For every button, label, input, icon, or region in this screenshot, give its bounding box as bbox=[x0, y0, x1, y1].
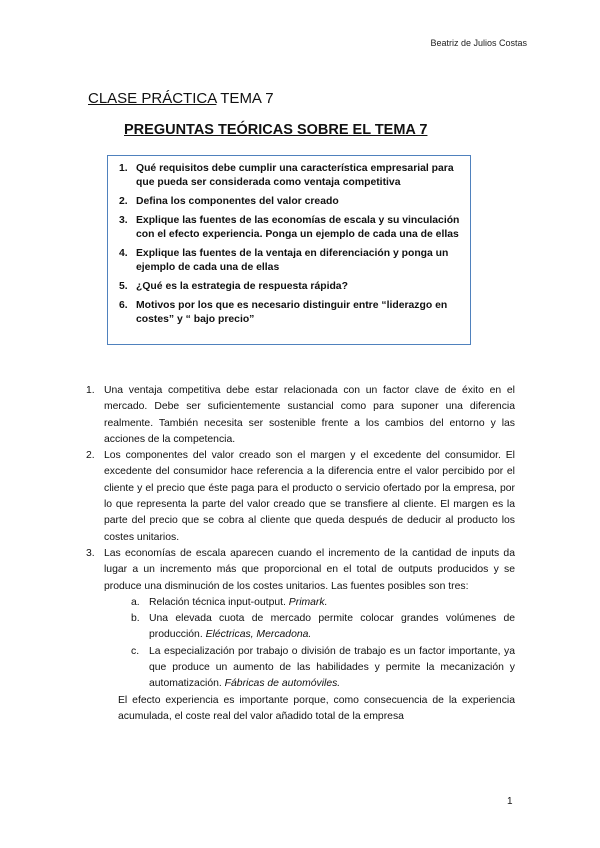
answer-item bbox=[86, 546, 515, 595]
question-item bbox=[119, 299, 464, 327]
question-item bbox=[119, 195, 464, 209]
sub-text: La especialización por trabajo o división de trabajo es un factor importante, ya que produce un aumento de las habilidades y permite la mecanización y automatización. bbox=[149, 645, 515, 690]
answer-number: 1. bbox=[86, 385, 95, 396]
sub-example: Primark. bbox=[288, 596, 328, 608]
title-underlined: CLASE PRÁCTICA bbox=[88, 90, 217, 107]
sub-item bbox=[131, 595, 515, 611]
sub-text: Relación técnica input-output. bbox=[149, 596, 286, 608]
question-item bbox=[119, 247, 464, 275]
subtitle: PREGUNTAS TEÓRICAS SOBRE EL TEMA 7 bbox=[124, 122, 428, 138]
question-text: Defina los componentes del valor creado bbox=[136, 196, 339, 207]
page-title bbox=[88, 90, 274, 107]
question-number: 3. bbox=[119, 215, 128, 226]
question-text: Explique las fuentes de la ventaja en diferenciación y ponga un ejemplo de cada una de ellas bbox=[136, 248, 449, 273]
sub-item bbox=[131, 611, 515, 644]
questions-box bbox=[107, 155, 471, 345]
answer-number: 3. bbox=[86, 547, 95, 559]
answer-text: Los componentes del valor creado son el margen y el excedente del consumidor. El excedente del consumidor hace referencia a la diferencia entre el valor percibido por el cliente y el precio que éste paga para el producto o servicio ofertado por la empresa, por lo que representa la parte del valor creado que se transfiere al cliente. El margen es la parte del precio que se cobra al cliente que queda después de deducir al producto los costes unitarios. bbox=[104, 450, 515, 543]
question-number: 2. bbox=[119, 196, 128, 207]
question-text: Qué requisitos debe cumplir una característica empresarial para que pueda ser considerada como ventaja competitiva bbox=[136, 163, 454, 188]
sub-letter: b. bbox=[131, 613, 140, 625]
answer-number: 2. bbox=[86, 450, 95, 462]
sub-text: Una elevada cuota de mercado permite colocar grandes volúmenes de producción. bbox=[149, 613, 515, 641]
question-text: ¿Qué es la estrategia de respuesta rápida? bbox=[136, 281, 348, 292]
answer-text: Las economías de escala aparecen cuando el incremento de la cantidad de inputs da lugar a un incremento más que proporcional en el total de outputs producidos y se produce una disminución de los costes unitarios. Las fuentes posibles son tres: bbox=[104, 547, 515, 592]
question-number: 4. bbox=[119, 248, 128, 259]
sub-example: Eléctricas, Mercadona. bbox=[205, 629, 312, 641]
question-text: Motivos por los que es necesario distinguir entre “liderazgo en costes” y “ bajo precio” bbox=[136, 300, 448, 325]
answer-text: Una ventaja competitiva debe estar relacionada con un factor clave de éxito en el mercado. Debe ser suficientemente sustancial como para suponer una diferencia realmente. También necesita ser sostenible frente a los cambios del entorno y las acciones de la competencia. bbox=[104, 385, 515, 445]
sub-example: Fábricas de automóviles. bbox=[224, 678, 341, 690]
author-header: Beatriz de Julios Costas bbox=[430, 38, 527, 48]
experience-paragraph: El efecto experiencia es importante porque, como consecuencia de la experiencia acumulada, el coste real del valor añadido total de la empresa bbox=[118, 694, 515, 722]
sub-letter: c. bbox=[131, 645, 140, 657]
question-item bbox=[119, 162, 464, 190]
sub-letter: a. bbox=[131, 596, 140, 608]
page-number: 1 bbox=[507, 796, 513, 807]
question-item bbox=[119, 280, 464, 294]
question-number: 5. bbox=[119, 281, 128, 292]
question-number: 6. bbox=[119, 300, 128, 311]
answer-item bbox=[86, 448, 515, 546]
question-number: 1. bbox=[119, 163, 128, 174]
sub-item bbox=[131, 644, 515, 693]
answer-item bbox=[86, 383, 515, 448]
question-text: Explique las fuentes de las economías de escala y su vinculación con el efecto experiencia. Ponga un ejemplo de cada una de ellas bbox=[136, 215, 460, 240]
question-item bbox=[119, 214, 464, 242]
answers-body bbox=[86, 383, 515, 725]
title-rest: TEMA 7 bbox=[216, 90, 274, 107]
